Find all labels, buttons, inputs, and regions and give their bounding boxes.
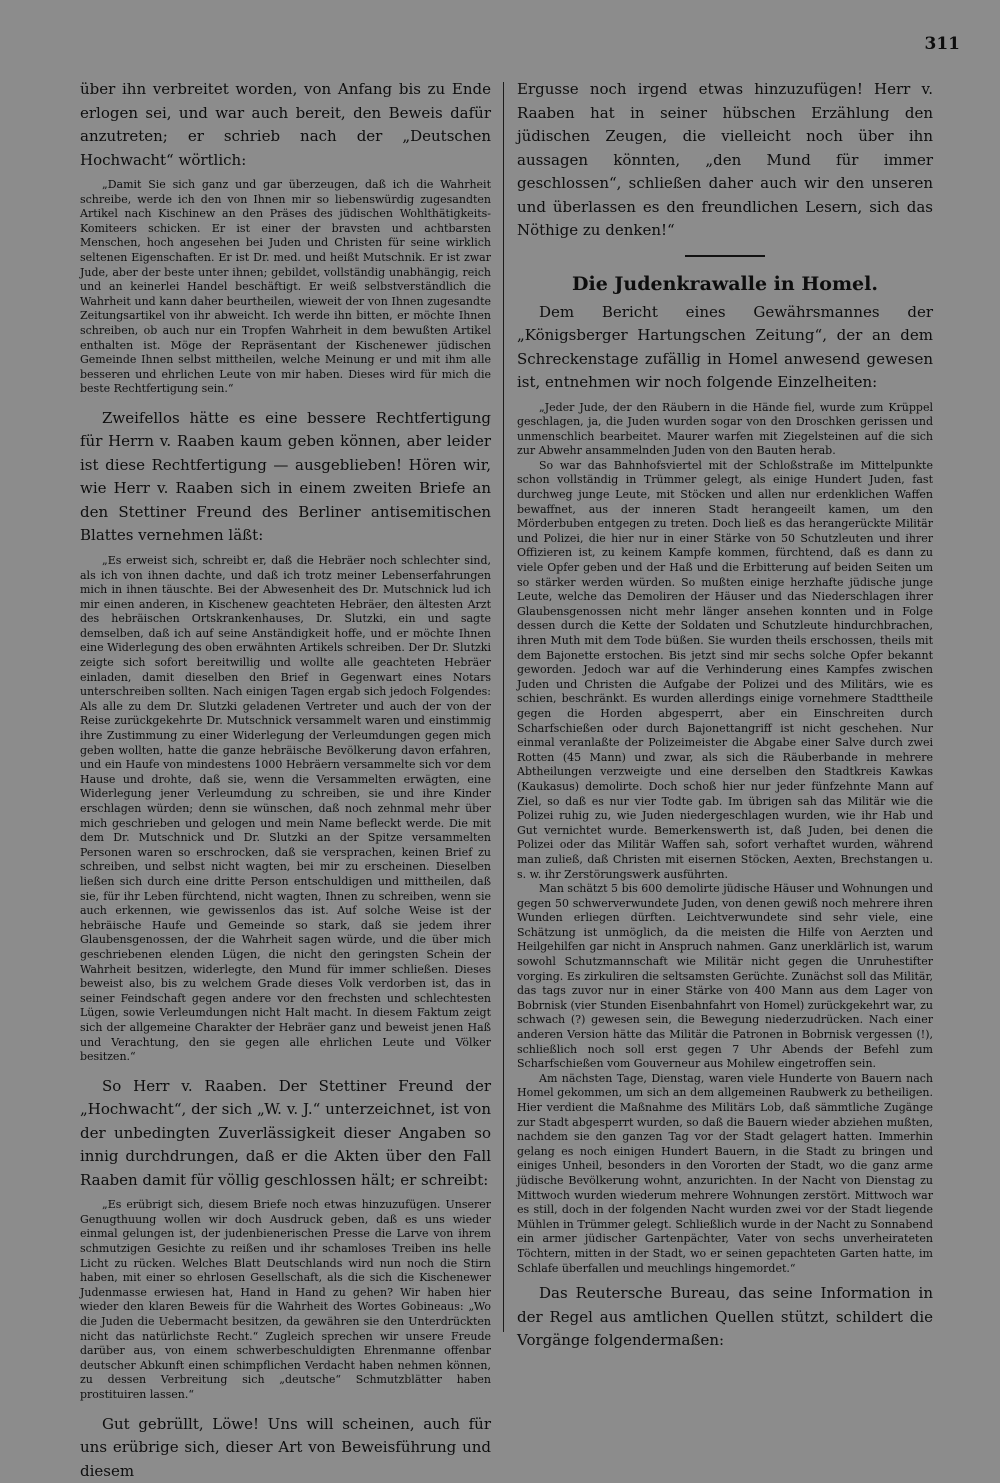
left-paragraph-2: Zweifellos hätte es eine bessere Rechtfertigung für Herrn v. Raaben kaum geben können, aber leider ist diese Rechtfertigung — ausgeblieben! Hören wir, wie Herr v. Raaben sich in einem zweiten Briefe an den Stettiner Freund des Berliner antisemitischen Blattes vernehmen läßt:	[80, 407, 491, 548]
left-paragraph-3: So Herr v. Raaben. Der Stettiner Freund der „Hochwacht“, der sich „W. v. J.“ unterzeichnet, ist von der unbedingten Zuverlässigkeit dieser Angaben so innig durchdrungen, daß er die Akten über den Fall Raaben damit für völlig geschlossen hält; er schreibt:	[80, 1075, 491, 1193]
left-quote-1: „Damit Sie sich ganz und gar überzeugen, daß ich die Wahrheit schreibe, werde ich den von Ihnen mir so liebenswürdig zugesandten Artikel nach Kischinew an den Präses des jüdischen Wohlthätigkeits-Komiteers schicken. Er ist einer der bravsten und achtbarsten Menschen, hoch angesehen bei Juden und Christen für seine wirklich seltenen Eigenschaften. Er ist Dr. med. und heißt Mutschnik. Er ist zwar Jude, aber der beste unter ihnen; gebildet, vollständig unabhängig, reich und an keinerlei Handel beschäftigt. Er weiß selbstverständlich die Wahrheit und kann daher beurtheilen, wieweit der von Ihnen zugesandte Zeitungsartikel von ihr abweicht. Ich werde ihn bitten, er möchte Ihnen schreiben, ob auch nur ein Tropfen Wahrheit in dem bewußten Artikel enthalten ist. Möge der Repräsentant der Kischenewer jüdischen Gemeinde Ihnen selbst mittheilen, welche Meinung er und mit ihm alle besseren und ehrlichen Leute von mir haben. Dieses wird für mich die beste Rechtfertigung sein.“	[80, 178, 491, 397]
left-quote-3: „Es erübrigt sich, diesem Briefe noch etwas hinzuzufügen. Unserer Genugthuung wollen wir doch Ausdruck geben, daß es uns wieder einmal gelungen ist, der judenbienerischen Presse die Larve von ihrem schmutzigen Gesichte zu reißen und ihr schamloses Treiben ins helle Licht zu rücken. Welches Blatt Deutschlands wird nun noch die Stirn haben, mit einer so ehrlosen Gesellschaft, als die sich die Kischenewer Judenmasse erwiesen hat, Hand in Hand zu gehen? Wir haben hier wieder den klaren Beweis für die Wahrheit des Wortes Gobineaus: „Wo die Juden die Uebermacht besitzen, da gewähren sie den Unterdrückten nicht das natürlichste Recht.“ Zugleich sprechen wir unsere Freude darüber aus, von einem schwerbeschuldigten Ehrenmanne offenbar deutscher Abkunft einen schimpflichen Verdacht haben nehmen können, zu dessen Verbreitung sich „deutsche“ Schmutzblätter haben prostituiren lassen.“	[80, 1198, 491, 1402]
right-quote-3: Man schätzt 5 bis 600 demolirte jüdische Häuser und Wohnungen und gegen 50 schwerverwundete Juden, von denen gewiß noch mehrere ihren Wunden erliegen dürften. Leichtverwundete sind sehr viele, eine Schätzung ist unmöglich, da die meisten die Hilfe von Aerzten und Heilgehilfen gar nicht in Anspruch nahmen. Ganz unerklärlich ist, warum sowohl Schutzmannschaft wie Militär nicht gegen die Unruhestifter vorging. Es zirkuliren die seltsamsten Gerüchte. Zunächst soll das Militär, das tags zuvor nur in einer Stärke von 400 Mann aus dem Lager von Bobrnisk (vier Stunden Eisenbahnfahrt von Homel) zurückgekehrt war, zu schwach (?) gewesen sein, die Bewegung niederzudrücken. Nach einer anderen Version hätte das Militär die Patronen in Bobrnisk vergessen (!), schließlich noch soll erst gegen 7 Uhr Abends der Befehl zum Scharfschießen vom Gouverneur aus Mohilew eingetroffen sein.	[517, 882, 933, 1072]
right-paragraph-1: Ergusse noch irgend etwas hinzuzufügen! Herr v. Raaben hat in seiner hübschen Erzählung den jüdischen Zeugen, die vielleicht noch über ihn aussagen könnten, „den Mund für immer geschlossen“, schließen daher auch wir den unseren und überlassen es den freundlichen Lesern, sich das Nöthige zu denken!“	[517, 78, 933, 243]
right-quote-2: So war das Bahnhofsviertel mit der Schloßstraße im Mittelpunkte schon vollständig in Trümmer gelegt, als einige Hundert Juden, fast durchweg junge Leute, mit Stöcken und allen nur erdenklichen Waffen bewaffnet, aus der inneren Stadt herangeeilt kamen, um den Mörderbuben entgegen zu treten. Doch ließ es das herangerückte Militär und Polizei, die hier nur in einer Stärke von 50 Schutzleuten und ihrer Offizieren ist, zu keinem Kampfe kommen, fürchtend, daß es dann zu viele Opfer geben und der Haß und die Erbitterung auf beiden Seiten um so stärker werden würden. So mußten einige herzhafte jüdische junge Leute, welche das Demoliren der Häuser und das Niederschlagen ihrer Glaubensgenossen nicht mehr länger ansehen konnten und in Folge dessen durch die Kette der Soldaten und Schutzleute hindurchbrachen, ihren Muth mit dem Tode büßen. Sie wurden theils erschossen, theils mit dem Bajonette erstochen. Bis jetzt sind mir sechs solche Opfer bekannt geworden. Jedoch war auf die Verhinderung eines Kampfes zwischen Juden und Christen die Aufgabe der Polizei und des Militärs, wie es schien, beschränkt. Es wurden allerdings einige vornehmere Stadttheile gegen die Horden abgesperrt, aber ein Einschreiten durch Scharfschießen oder durch Bajonettangriff ist nicht geschehen. Nur einmal veranlaßte der Polizeimeister die Abgabe einer Salve durch zwei Rotten (45 Mann) und zwar, als sich die Räuberbande in mehrere Abtheilungen verzweigte und eine derselben den Stadtkreis Kawkas (Kaukasus) demolirte. Doch schoß hier nur jeder fünfzehnte Mann auf Ziel, so daß es nur vier Todte gab. Im übrigen sah das Militär wie die Polizei ruhig zu, wie Juden niedergeschlagen wurden, wie ihr Hab und Gut vernichtet wurde. Bemerkenswerth ist, daß Juden, bei denen die Polizei oder das Militär Waffen sah, sofort verhaftet wurden, während man zuließ, daß Christen mit eisernen Stöcken, Aexten, Brechstangen u. s. w. ihr Zerstörungswerk ausführten.	[517, 459, 933, 882]
left-column	[80, 78, 491, 1348]
column-divider	[503, 82, 504, 1332]
right-column	[517, 78, 933, 1348]
left-paragraph-1: über ihn verbreitet worden, von Anfang bis zu Ende erlogen sei, und war auch bereit, den Beweis dafür anzutreten; er schrieb nach der „Deutschen Hochwacht“ wörtlich:	[80, 78, 491, 172]
right-paragraph-3: Das Reutersche Bureau, das seine Information in der Regel aus amtlichen Quellen stützt, schildert die Vorgänge folgendermaßen:	[517, 1282, 933, 1353]
left-quote-2: „Es erweist sich, schreibt er, daß die Hebräer noch schlechter sind, als ich von ihnen dachte, und daß ich trotz meiner Lebenserfahrungen mich in ihnen täuschte. Bei der Abwesenheit des Dr. Mutschnick lud ich mir einen anderen, in Kischenew geachteten Hebräer, den ältesten Arzt des hebräischen Ortskrankenhauses, Dr. Slutzki, ein und sagte demselben, daß ich auf seine Anständigkeit hoffe, und er möchte Ihnen eine Widerlegung des oben erwähnten Artikels schreiben. Der Dr. Slutzki zeigte sich sofort bereitwillig und wollte alle geachteten Hebräer einladen, damit dieselben den Brief in Gegenwart eines Notars unterschreiben sollten. Nach einigen Tagen ergab sich jedoch Folgendes: Als alle zu dem Dr. Slutzki geladenen Vertreter und auch der von der Reise zurückgekehrte Dr. Mutschnick versammelt waren und einstimmig ihre Zustimmung zu einer Widerlegung der Verleumdungen gegen mich geben wollten, hatte die ganze hebräische Bevölkerung davon erfahren, und ein Haufe von mindestens 1000 Hebräern versammelte sich vor dem Hause und drohte, daß sie, wenn die Versammelten erwägten, eine Widerlegung jener Verleumdung zu schreiben, sie und ihre Kinder erschlagen würden; denn sie wünschen, daß noch zehnmal mehr über mich geschrieben und gelogen und mein Name befleckt werde. Die mit dem Dr. Mutschnick und Dr. Slutzki an der Spitze versammelten Personen waren so erschrocken, daß sie versprachen, keinen Brief zu schreiben, und selbst nicht wagten, bei mir zu erscheinen. Dieselben ließen sich durch eine dritte Person entschuldigen und mittheilen, daß sie, für ihr Leben fürchtend, nicht wagten, Ihnen zu schreiben, wenn sie auch erkennen, wie gewissenlos das ist. Auf solche Weise ist der hebräische Haufe und Gemeinde so stark, daß sie jedem ihrer Glaubensgenossen, der die Wahrheit sagen würde, und die über mich geschriebenen elenden Lügen, die nicht den geringsten Schein der Wahrheit besitzen, widerlegte, den Mund für immer schließen. Dieses beweist also, bis zu welchem Grade dieses Volk verdorben ist, das in seiner Feindschaft gegen andere vor den frechsten und schlechtesten Lügen, sowie Verleumdungen nicht Halt macht. In diesem Faktum zeigt sich der allgemeine Charakter der Hebräer ganz und beweist jenen Haß und Verachtung, den sie gegen alle ehrlichen Leute und Völker besitzen.“	[80, 554, 491, 1065]
right-quote-4: Am nächsten Tage, Dienstag, waren viele Hunderte von Bauern nach Homel gekommen, um sich an dem allgemeinen Raubwerk zu betheiligen. Hier verdient die Maßnahme des Militärs Lob, daß sämmtliche Zugänge zur Stadt abgesperrt wurden, so daß die Bauern wieder abziehen mußten, nachdem sie den ganzen Tag vor der Stadt gelagert hatten. Immerhin gelang es noch einigen Hundert Bauern, in die Stadt zu bringen und einiges Unheil, besonders in den Vororten der Stadt, wo die ganz arme jüdische Bevölkerung wohnt, anzurichten. In der Nacht von Dienstag zu Mittwoch wurden wiederum mehrere Wohnungen zerstört. Mittwoch war es still, doch in der folgenden Nacht wurden zwei vor der Stadt liegende Mühlen in Trümmer gelegt. Schließlich wurde in der Nacht zu Sonnabend ein armer jüdischer Gartenpächter, Vater von sechs unverheirateten Töchtern, mitten in der Stadt, wo er seinen gepachteten Garten hatte, im Schlafe überfallen und meuchlings hingemordet.“	[517, 1072, 933, 1276]
right-paragraph-2: Dem Bericht eines Gewährsmannes der „Königsberger Hartungschen Zeitung“, der an dem Schreckenstage zufällig in Homel anwesend gewesen ist, entnehmen wir noch folgende Einzelheiten:	[517, 301, 933, 395]
page-number: 311	[925, 34, 961, 54]
section-rule	[685, 255, 765, 257]
right-quote-1: „Jeder Jude, der den Räubern in die Hände fiel, wurde zum Krüppel geschlagen, ja, die Juden wurden sogar von den Droschken gerissen und unmenschlich bearbeitet. Maurer warfen mit Ziegelsteinen auf die sich zur Abwehr ansammelnden Juden von den Bauten herab.	[517, 401, 933, 459]
article-heading: Die Judenkrawalle in Homel.	[517, 273, 933, 295]
left-paragraph-4: Gut gebrüllt, Löwe! Uns will scheinen, auch für uns erübrige sich, dieser Art von Beweisführung und diesem	[80, 1413, 491, 1483]
